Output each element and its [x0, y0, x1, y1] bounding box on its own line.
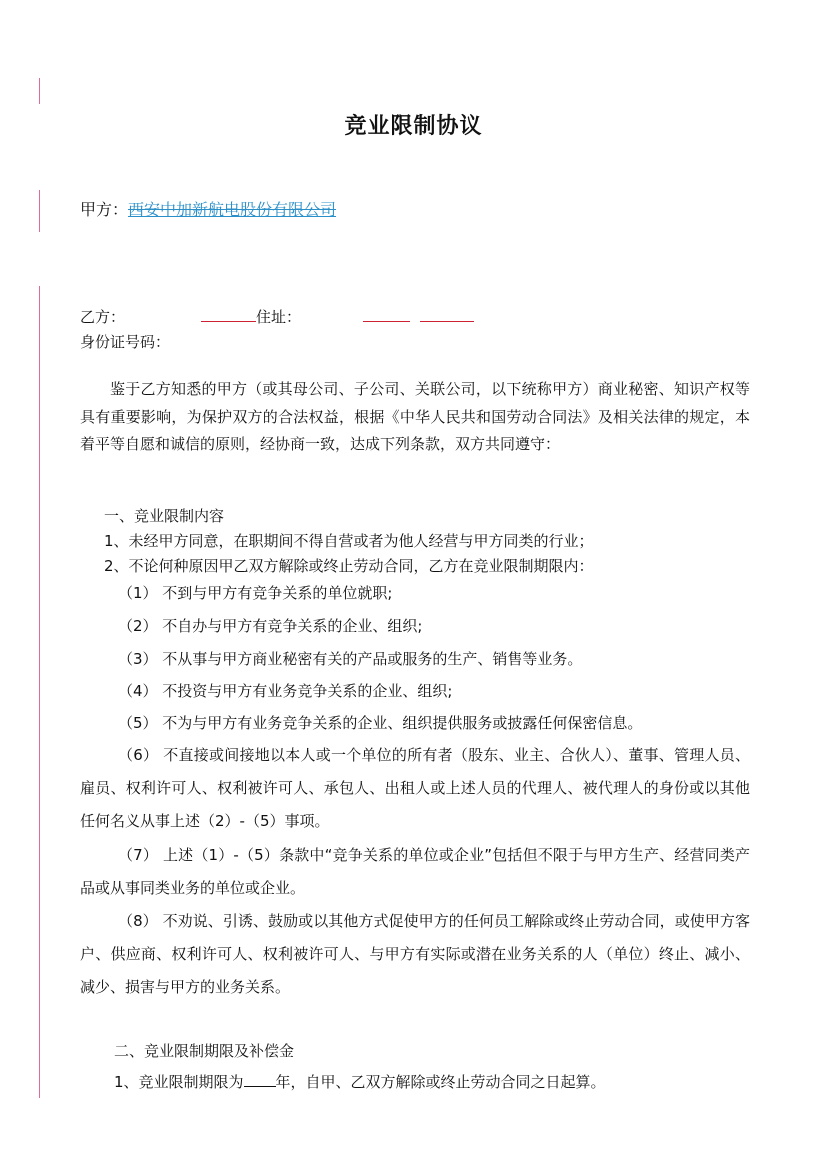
restriction-item: （7） 上述（1）-（5）条款中“竞争关系的单位或企业”包括但不限于与甲方生产、经营同类产品或从事同类业务的单位或企业。	[80, 846, 750, 897]
margin-revision-mark	[39, 78, 40, 104]
clause-prefix: 1、竞业限制期限为	[114, 1073, 244, 1091]
party-a-line	[80, 199, 336, 221]
address-blank-2[interactable]	[420, 307, 474, 322]
restriction-item: （3） 不从事与甲方商业秘密有关的产品或服务的生产、销售等业务。	[118, 650, 583, 668]
document-title: 竞业限制协议	[344, 114, 483, 139]
restriction-item: （6） 不直接或间接地以本人或一个单位的所有者（股东、业主、合伙人）、董事、管理人员、雇员、权利许可人、权利被许可人、承包人、出租人或上述人员的代理人、被代理人的身份或以其他任何名义从事上述（2）-（5）事项。	[80, 746, 750, 830]
restriction-item: （8） 不劝说、引诱、鼓励或以其他方式促使甲方的任何员工解除或终止劳动合同，或使甲方客户、供应商、权利许可人、权利被许可人、与甲方有实际或潜在业务关系的人（单位）终止、减小、减少、损害与甲方的业务关系。	[80, 912, 750, 996]
section-1-clause-2: 2、不论何种原因甲乙双方解除或终止劳动合同，乙方在竞业限制期限内：	[104, 557, 594, 575]
restriction-item: （5） 不为与甲方有业务竞争关系的企业、组织提供服务或披露任何保密信息。	[118, 714, 643, 732]
intro-paragraph: 鉴于乙方知悉的甲方（或其母公司、子公司、关联公司，以下统称甲方）商业秘密、知识产权等具有重要影响，为保护双方的合法权益，根据《中华人民共和国劳动合同法》及相关法律的规定，本着平等自愿和诚信的原则，经协商一致，达成下列条款，双方共同遵守：	[80, 380, 750, 453]
address-blank[interactable]	[363, 307, 410, 322]
margin-revision-mark	[39, 190, 40, 232]
party-b-name-blank[interactable]	[201, 307, 256, 322]
years-blank[interactable]	[244, 1072, 276, 1087]
section-1-clause-1: 1、未经甲方同意，在职期间不得自营或者为他人经营与甲方同类的行业；	[104, 532, 594, 550]
restriction-item: （2） 不自办与甲方有竞争关系的企业、组织;	[118, 617, 423, 635]
restriction-item: （1） 不到与甲方有竞争关系的单位就职;	[118, 584, 393, 602]
id-number-label: 身份证号码：	[80, 333, 171, 351]
section-1-heading: 一、竞业限制内容	[104, 507, 225, 525]
address-label: 住址：	[256, 308, 302, 326]
party-b-line	[80, 306, 474, 328]
clause-suffix: 年，自甲、乙双方解除或终止劳动合同之日起算。	[275, 1073, 606, 1091]
party-a-label: 甲方：	[80, 200, 129, 219]
section-2-heading: 二、竞业限制期限及补偿金	[114, 1042, 295, 1060]
margin-revision-mark	[39, 286, 40, 1098]
party-b-label: 乙方：	[80, 308, 126, 326]
restriction-item: （4） 不投资与甲方有业务竞争关系的企业、组织;	[118, 682, 453, 700]
party-a-company[interactable]: 西安中加新航电股份有限公司	[128, 200, 337, 219]
section-2-clause-1	[114, 1071, 606, 1093]
